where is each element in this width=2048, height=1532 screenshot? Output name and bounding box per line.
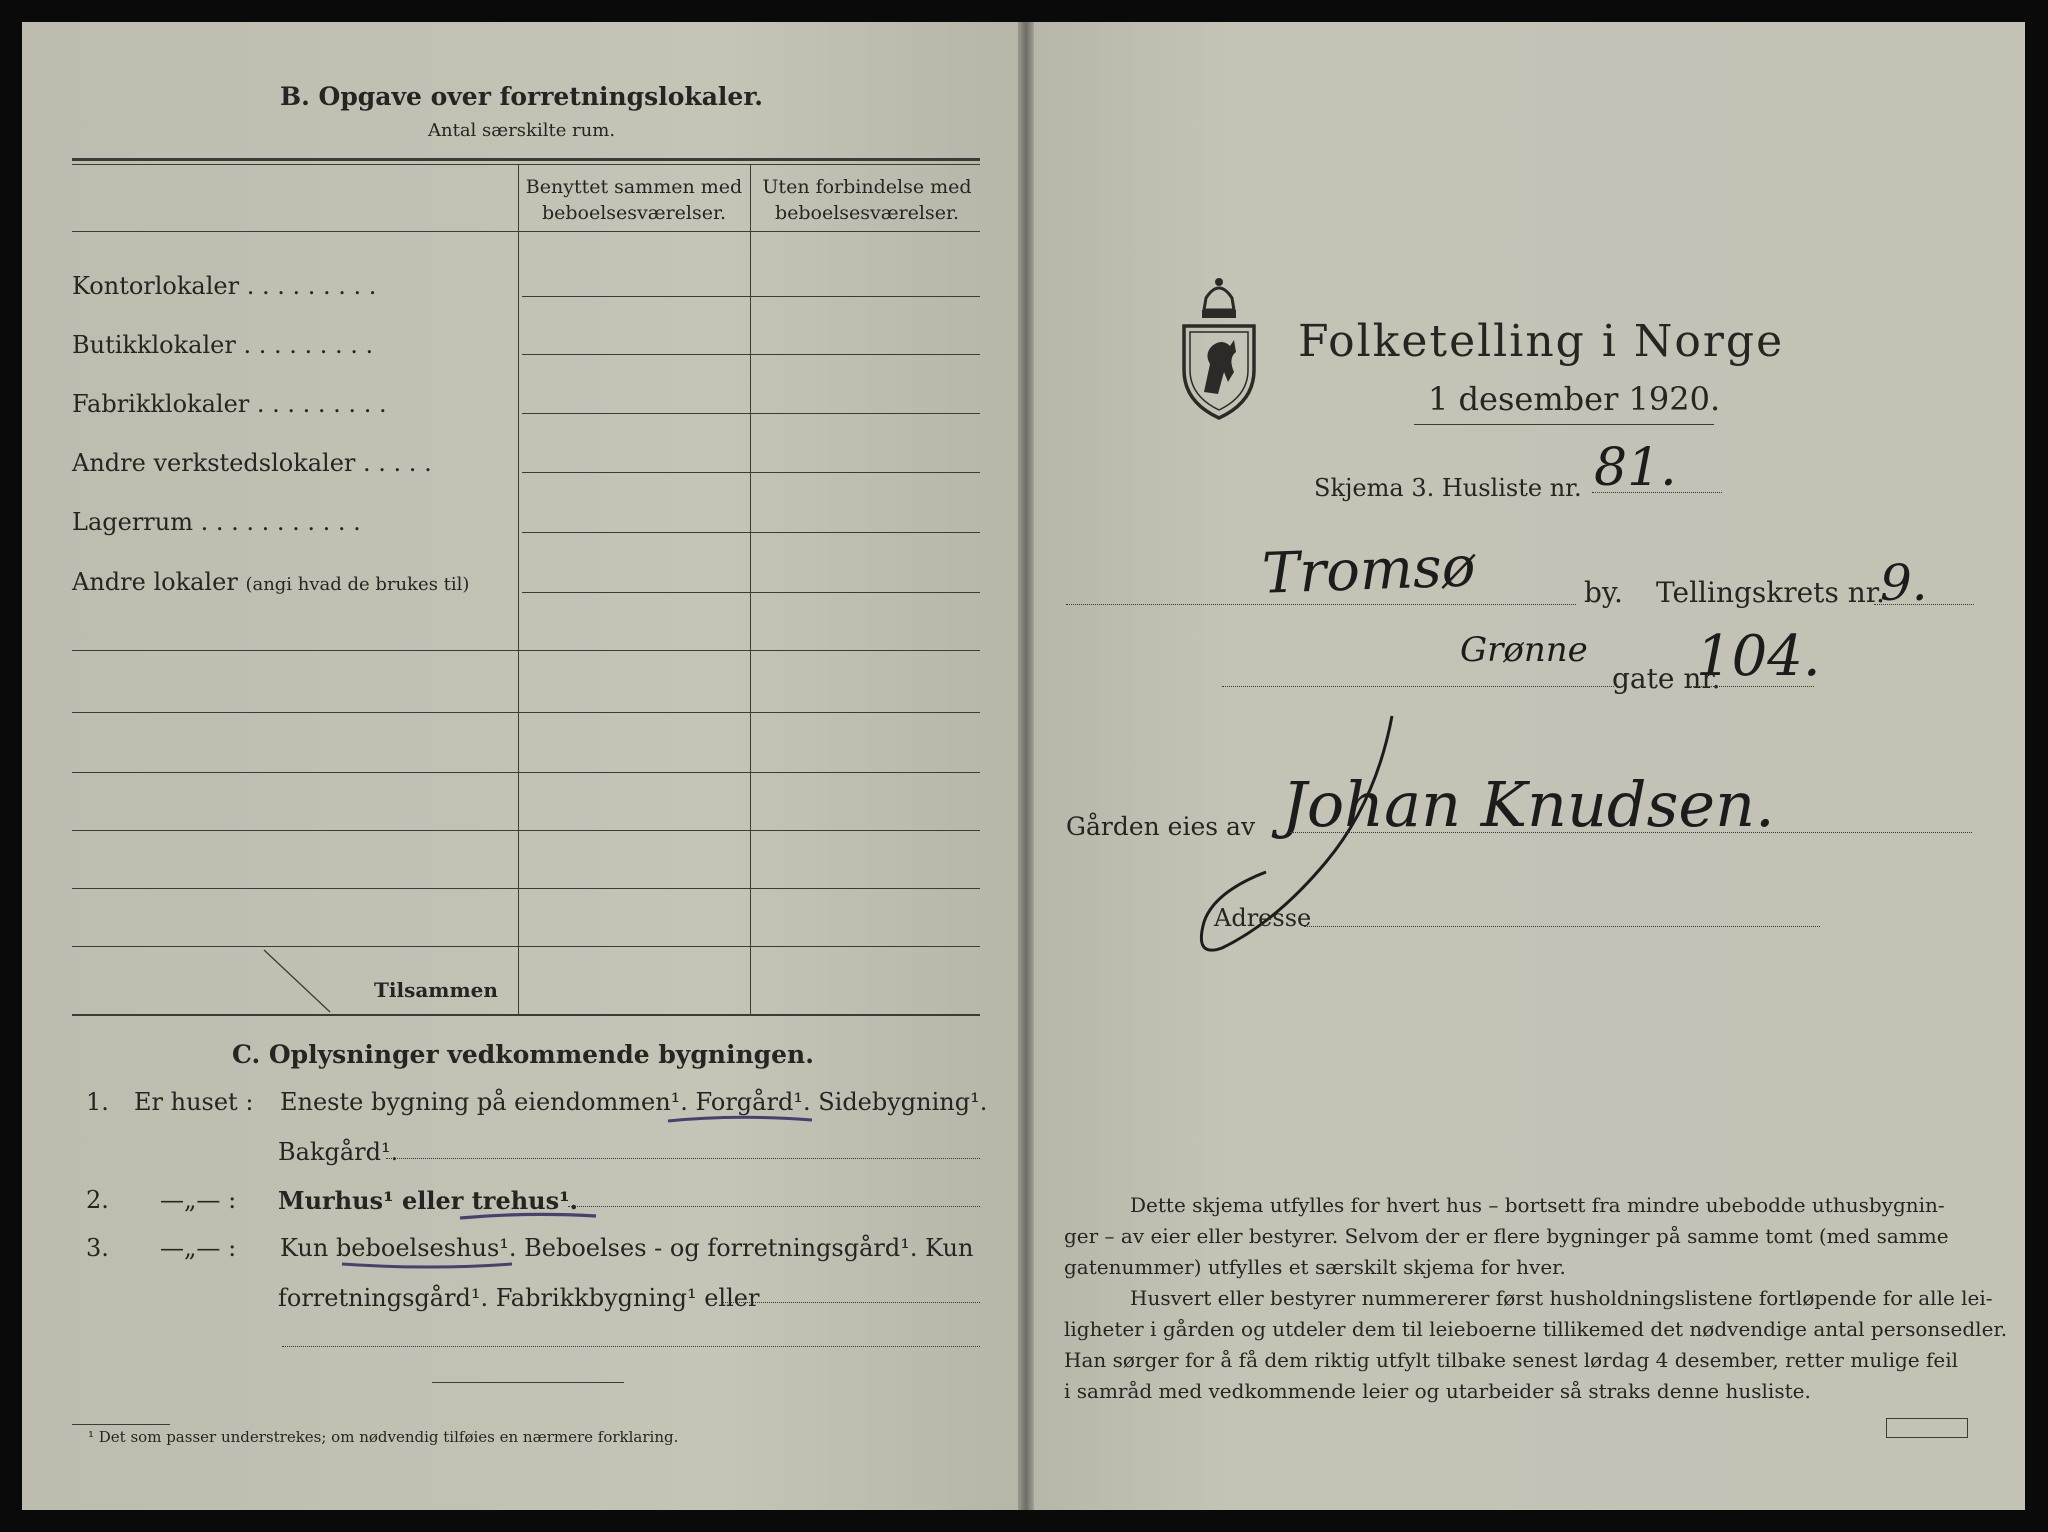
form-title: Folketelling i Norge	[1298, 316, 1785, 367]
item3-number: 3.	[86, 1234, 109, 1262]
row-andre-label: Andre lokaler	[72, 568, 238, 596]
husliste-line	[1592, 492, 1722, 493]
instruction-line: Han sørger for å få dem riktig utfylt tilbake senest lørdag 4 desember, retter mulige feil	[1064, 1348, 1959, 1372]
section-b-title: B. Opgave over forretningslokaler.	[280, 82, 763, 111]
row-rule	[72, 650, 980, 651]
table-header-rule	[72, 231, 980, 232]
total-rule-top	[72, 946, 980, 947]
forgard-underline	[666, 1112, 816, 1126]
table-col-divider-1	[518, 164, 519, 1014]
footnote-rule	[72, 1424, 170, 1425]
row-verkstedslokaler: Andre verkstedslokaler . . . . .	[72, 449, 432, 477]
table-top-rule-2	[72, 164, 980, 165]
eier-line	[1290, 832, 1972, 833]
row-rule	[522, 296, 980, 297]
closing-rule	[432, 1382, 624, 1383]
item3-text-2: forretningsgård¹. Fabrikkbygning¹ eller	[278, 1284, 760, 1312]
street-handwritten: Grønne	[1460, 630, 1588, 670]
total-label: Tilsammen	[374, 978, 498, 1002]
by-label: by.	[1584, 576, 1623, 609]
item2-line	[568, 1206, 980, 1207]
total-rule-bottom	[72, 1014, 980, 1016]
total-diagonal-stroke	[260, 946, 340, 1014]
row-kontorlokaler: Kontorlokaler . . . . . . . . .	[72, 272, 377, 300]
section-b-subtitle: Antal særskilte rum.	[428, 120, 616, 141]
item2-lead: —„— :	[160, 1186, 237, 1214]
row-rule	[72, 712, 980, 713]
norwegian-coat-of-arms-icon	[1176, 274, 1262, 422]
instruction-line: gatenummer) utfylles et særskilt skjema for hver.	[1064, 1255, 1566, 1279]
instruction-line: Dette skjema utfylles for hvert hus – bortsett fra mindre ubebodde uthusbygnin-	[1130, 1193, 1945, 1217]
col2-header: Uten forbindelse med beboelsesværelser.	[762, 176, 972, 224]
city-handwritten: Tromsø	[1260, 534, 1477, 607]
item1-text-2: Bakgård¹.	[278, 1138, 399, 1166]
city-line	[1066, 604, 1576, 605]
husliste-number: 81.	[1594, 438, 1677, 498]
item1-number: 1.	[86, 1088, 109, 1116]
beboelseshus-underline	[340, 1258, 516, 1272]
gate-line	[1688, 686, 1814, 687]
gate-label: gate nr.	[1612, 662, 1721, 695]
adresse-line	[1304, 926, 1820, 927]
row-andre-lokaler	[72, 568, 469, 596]
trehus-underline	[456, 1208, 606, 1226]
row-rule	[522, 532, 980, 533]
street-line	[1222, 686, 1614, 687]
item2-number: 2.	[86, 1186, 109, 1214]
item3-line	[722, 1302, 980, 1303]
item3-lead: —„— :	[160, 1234, 237, 1262]
row-rule	[72, 772, 980, 773]
row-rule	[72, 888, 980, 889]
row-rule	[522, 354, 980, 355]
gate-number: 104.	[1696, 624, 1821, 689]
table-top-rule	[72, 158, 980, 161]
item3-text: Kun beboelseshus¹. Beboelses - og forretningsgård¹. Kun	[280, 1234, 974, 1262]
eier-handwritten: Johan Knudsen.	[1282, 768, 1775, 841]
col1-header: Benyttet sammen med beboelsesværelser.	[525, 176, 743, 224]
footnote: ¹ Det som passer understrekes; om nødvendig tilføies en nærmere forklaring.	[88, 1428, 679, 1446]
item2-text: Murhus¹ eller trehus¹.	[278, 1186, 578, 1215]
form-date: 1 desember 1920.	[1428, 380, 1721, 418]
date-rule	[1414, 424, 1714, 425]
row-rule	[522, 592, 980, 593]
row-rule	[522, 472, 980, 473]
instruction-line: ligheter i gården og utdeler dem til leieboerne tillikemed det nødvendige antal personsedler.	[1064, 1317, 2008, 1341]
instruction-line: Husvert eller bestyrer nummererer først husholdningslistene fortløpende for alle lei-	[1130, 1286, 1993, 1310]
row-andre-note: (angi hvad de brukes til)	[245, 574, 470, 595]
tellingskrets-line	[1874, 604, 1974, 605]
printer-stamp	[1886, 1418, 1968, 1438]
row-butikklokaler: Butikklokaler . . . . . . . . .	[72, 331, 374, 359]
page-fold	[1018, 22, 1034, 1510]
item3-line-2	[282, 1346, 980, 1347]
item1-lead: Er huset :	[134, 1088, 254, 1116]
row-rule	[522, 413, 980, 414]
skjema-label: Skjema 3. Husliste nr.	[1314, 474, 1582, 502]
item1-text: Eneste bygning på eiendommen¹. Forgård¹. Sidebygning¹.	[280, 1088, 988, 1116]
table-col-divider-2	[750, 164, 751, 1014]
row-fabrikklokaler: Fabrikklokaler . . . . . . . . .	[72, 390, 387, 418]
instructions-block	[1064, 1190, 2008, 1407]
bakgard-line	[386, 1158, 980, 1159]
section-c-title: C. Oplysninger vedkommende bygningen.	[232, 1040, 814, 1069]
eier-label: Gården eies av	[1066, 812, 1256, 841]
instruction-line: ger – av eier eller bestyrer. Selvom der er flere bygninger på samme tomt (med samme	[1064, 1224, 1949, 1248]
row-rule	[72, 830, 980, 831]
adresse-label: Adresse	[1214, 904, 1312, 932]
row-lagerrum: Lagerrum . . . . . . . . . . .	[72, 508, 361, 536]
tellingskrets-number: 9.	[1880, 554, 1928, 612]
tellingskrets-label: Tellingskrets nr.	[1656, 576, 1885, 609]
instruction-line: i samråd med vedkommende leier og utarbeider så straks denne husliste.	[1064, 1379, 1811, 1403]
